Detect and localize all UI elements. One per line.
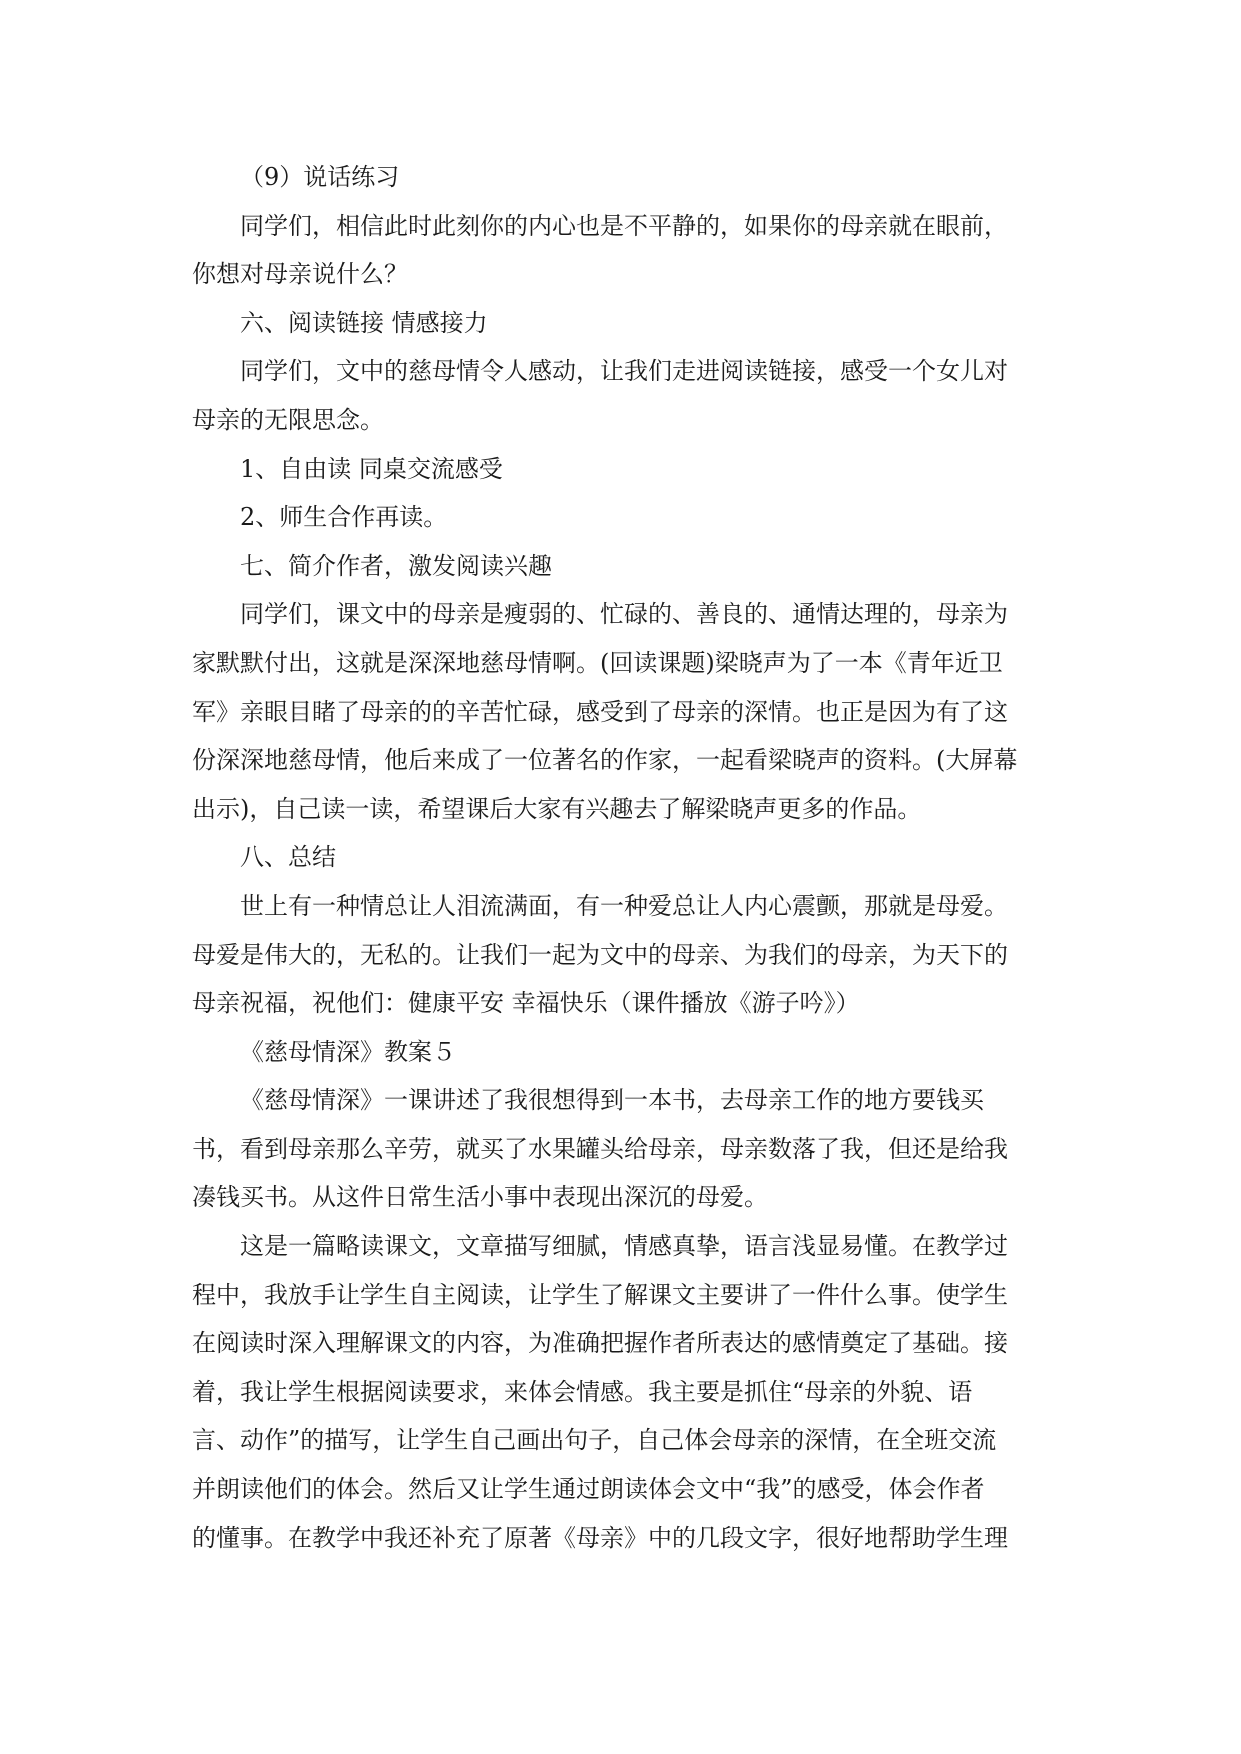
text-line: 言、动作”的描写，让学生自己画出句子，自己体会母亲的深情，在全班交流 — [192, 1426, 997, 1455]
text-line: 出示)，自己读一读，希望课后大家有兴趣去了解梁晓声更多的作品。 — [192, 794, 922, 823]
text-line: 在阅读时深入理解课文的内容，为准确把握作者所表达的感情奠定了基础。接 — [192, 1329, 1008, 1358]
text-line: 1、自由读 同桌交流感受 — [240, 454, 503, 483]
text-line: 同学们，文中的慈母情令人感动，让我们走进阅读链接，感受一个女儿对 — [240, 357, 1008, 386]
text-line: 六、阅读链接 情感接力 — [240, 308, 488, 337]
text-line: 的懂事。在教学中我还补充了原著《母亲》中的几段文字，很好地帮助学生理 — [192, 1523, 1008, 1552]
document-body — [192, 153, 1062, 1562]
text-line: 《慈母情深》一课讲述了我很想得到一本书，去母亲工作的地方要钱买 — [240, 1086, 984, 1115]
text-line: 份深深地慈母情，他后来成了一位著名的作家，一起看梁晓声的资料。(大屏幕 — [192, 746, 1018, 775]
text-line: 2、师生合作再读。 — [240, 503, 448, 532]
text-line: 凑钱买书。从这件日常生活小事中表现出深沉的母爱。 — [192, 1183, 768, 1212]
text-line: 母爱是伟大的，无私的。让我们一起为文中的母亲、为我们的母亲，为天下的 — [192, 940, 1008, 969]
text-line: 世上有一种情总让人泪流满面，有一种爱总让人内心震颤，那就是母爱。 — [240, 891, 1008, 920]
text-line: 这是一篇略读课文，文章描写细腻，情感真挚，语言浅显易懂。在教学过 — [240, 1232, 1008, 1261]
text-line: 母亲祝福，祝他们：健康平安 幸福快乐（课件播放《游子吟》） — [192, 989, 860, 1018]
text-line: 军》亲眼目睹了母亲的的辛苦忙碌，感受到了母亲的深情。也正是因为有了这 — [192, 697, 1008, 726]
text-line: 《慈母情深》教案５ — [240, 1037, 456, 1066]
text-line: 同学们，课文中的母亲是瘦弱的、忙碌的、善良的、通情达理的，母亲为 — [240, 600, 1008, 629]
text-line: 并朗读他们的体会。然后又让学生通过朗读体会文中“我”的感受，体会作者 — [192, 1475, 985, 1504]
text-line: 母亲的无限思念。 — [192, 405, 384, 434]
text-line: 着，我让学生根据阅读要求，来体会情感。我主要是抓住“母亲的外貌、语 — [192, 1377, 973, 1406]
text-line: 七、简介作者，激发阅读兴趣 — [240, 551, 552, 580]
text-line: 程中，我放手让学生自主阅读，让学生了解课文主要讲了一件什么事。使学生 — [192, 1280, 1008, 1309]
text-line: 八、总结 — [240, 843, 336, 872]
text-line: 你想对母亲说什么？ — [192, 260, 408, 289]
text-line: （9）说话练习 — [240, 163, 400, 191]
text-line: 同学们，相信此时此刻你的内心也是不平静的，如果你的母亲就在眼前， — [240, 211, 1008, 240]
text-line: 家默默付出，这就是深深地慈母情啊。(回读课题)梁晓声为了一本《青年近卫 — [192, 648, 1003, 677]
text-line: 书，看到母亲那么辛劳，就买了水果罐头给母亲，母亲数落了我，但还是给我 — [192, 1134, 1008, 1163]
